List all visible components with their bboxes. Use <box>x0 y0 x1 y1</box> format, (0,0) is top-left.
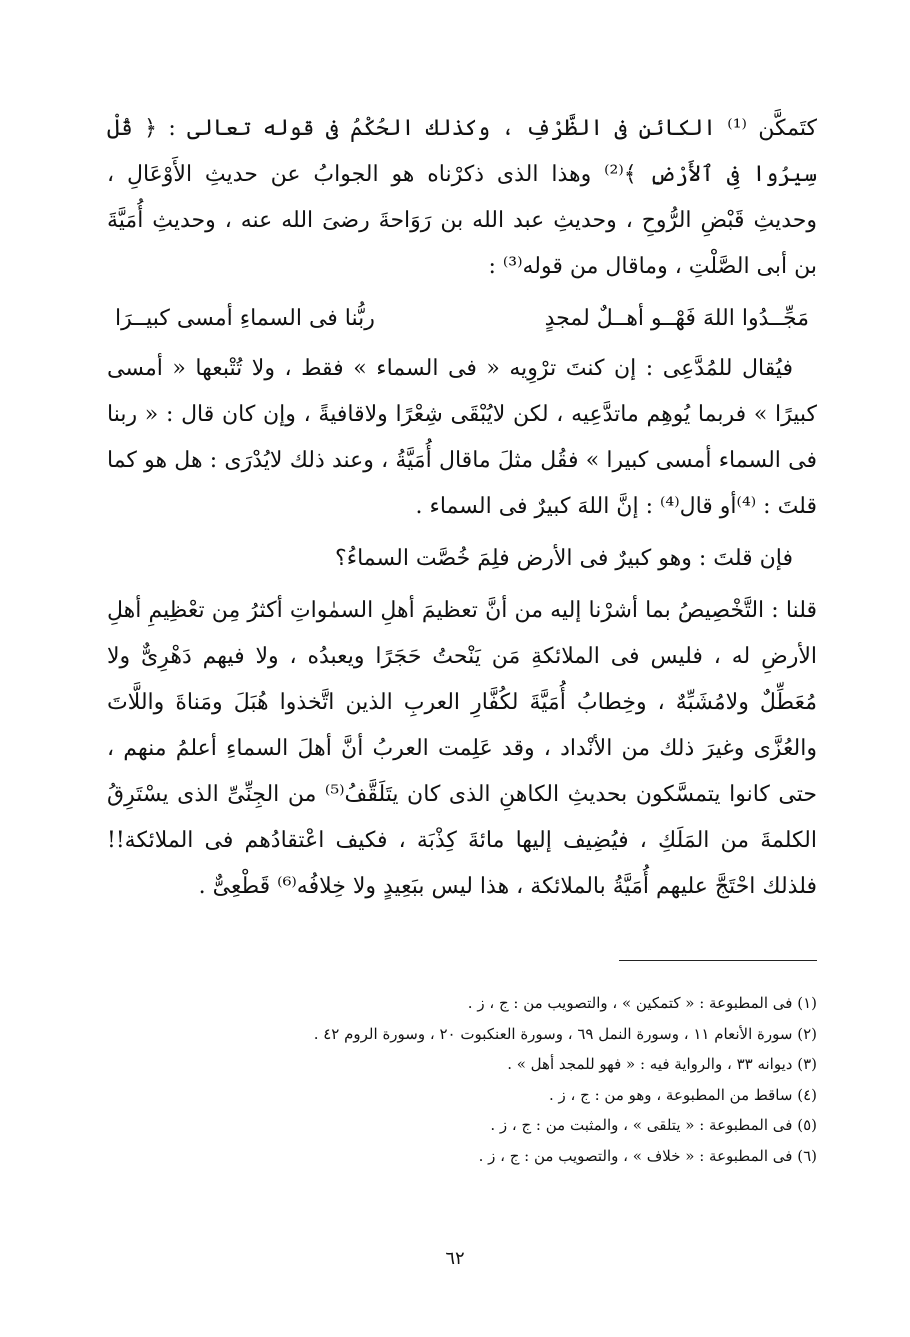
paragraph-3: فإن قلتَ : وهو كبيرٌ فى الأرض فلِمَ خُصَّت السماءُ؟ <box>335 546 793 571</box>
paragraph-2: فيُقال للمُدَّعِى : إن كنتَ ترْوِيه « فى السماء » فقط ، ولا تُتْبعها « أمسى كبيرًا » فربما يُوهِم ماتدَّعِيه ، لكن لايُبْقَى شِعْرًا ولاقافيةً ، وإن كان قال : « ربنا فى السماء أمسى كبيرا » فقُل مثلَ ماقال أُمَيَّةُ ، وعند ذلك لايُدْرَى : هل هو كما قلتَ : ⁽⁴⁾أو قال⁽⁴⁾ : إنَّ اللهَ كبيرٌ فى السماء . <box>107 356 817 519</box>
footnote-6: (٦) فى المطبوعة : « خلاف » ، والتصويب من : ج ، ز . <box>478 1146 817 1165</box>
verse-first-hemistich: مَجِّــدُوا اللهَ فَهْــو أهــلٌ لمجدٍ <box>544 306 809 331</box>
footnote-5: (٥) فى المطبوعة : « يتلقى » ، والمثبت من : ج ، ز . <box>490 1116 817 1134</box>
footnote-1: (١) فى المطبوعة : « كتمكين » ، والتصويب من : ج ، ز . <box>467 994 817 1012</box>
footnote-separator <box>619 960 817 961</box>
paragraph-1: كتَمكَّن ⁽¹⁾ الكائنِ فى الظَّرْفِ ، وكذلك الحُكْمُ فى قوله تعالى : ﴿ قُلْ سِيرُوا فِى ٱلأَرْضِ ﴾⁽²⁾ وهذا الذى ذكرْناه هو الجوابُ عن حديثِ الأَوْعَالِ ، وحديثِ قَبْضِ الرُّوحِ ، وحديثِ عبد الله بن رَوَاحةَ رضىَ الله عنه ، وحديثِ أُمَيَّةَ بن أبى الصَّلْتِ ، وماقال من قوله⁽³⁾ : <box>107 116 818 279</box>
footnote-2: (٢) سورة الأنعام ١١ ، وسورة النمل ٦٩ ، وسورة العنكبوت ٢٠ ، وسورة الروم ٤٢ . <box>313 1024 817 1043</box>
verse-second-hemistich: ربُّنا فى السماءِ أمسى كبيــرَا <box>115 306 375 331</box>
footnote-3: (٣) ديوانه ٣٣ ، والرواية فيه : « فهو للمجد أهل » . <box>507 1055 817 1073</box>
page-number: ٦٢ <box>445 1248 465 1269</box>
footnotes <box>97 988 817 1171</box>
poem-verse <box>115 296 809 342</box>
paragraph-4: قلنا : التَّخْصِيصُ بما أشرْنا إليه من أنَّ تعظيمَ أهلِ السمٰواتِ أكثرُ مِن تعْظِيمِ أهلِ الأرضِ له ، فليس فى الملائكةِ مَن يَنْحتُ حَجَرًا ويعبدُه ، ولا فيهم دَهْرِىٌّ ولا مُعَطِّلٌ ولامُشَبِّهٌ ، وخِطابُ أُمَيَّةَ لكُفَّارِ العربِ الذين اتَّخذوا هُبَلَ ومَناةَ واللَّاتَ والعُزَّى وغيرَ ذلك من الأنْداد ، وقد عَلِمت العربُ أنَّ أهلَ السماءِ أعلمُ منهم ، حتى كانوا يتمسَّكون بحديثِ الكاهنِ الذى كان يتَلَقَّفُ⁽⁵⁾ من الجِنِّىِّ الذى يسْتَرِقُ الكلمةَ من المَلَكِ ، فيُضِيف إليها مائةَ كِذْبَة ، فكيف اعْتقادُهم فى الملائكة!! فلذلك احْتَجَّ عليهم أُمَيَّةُ بالملائكة ، هذا ليس ببَعِيدٍ ولا خِلافُه⁽⁶⁾ قَطْعِىٌّ . <box>107 598 818 899</box>
footnote-4: (٤) ساقط من المطبوعة ، وهو من : ج ، ز . <box>549 1085 817 1104</box>
main-text <box>107 106 817 910</box>
